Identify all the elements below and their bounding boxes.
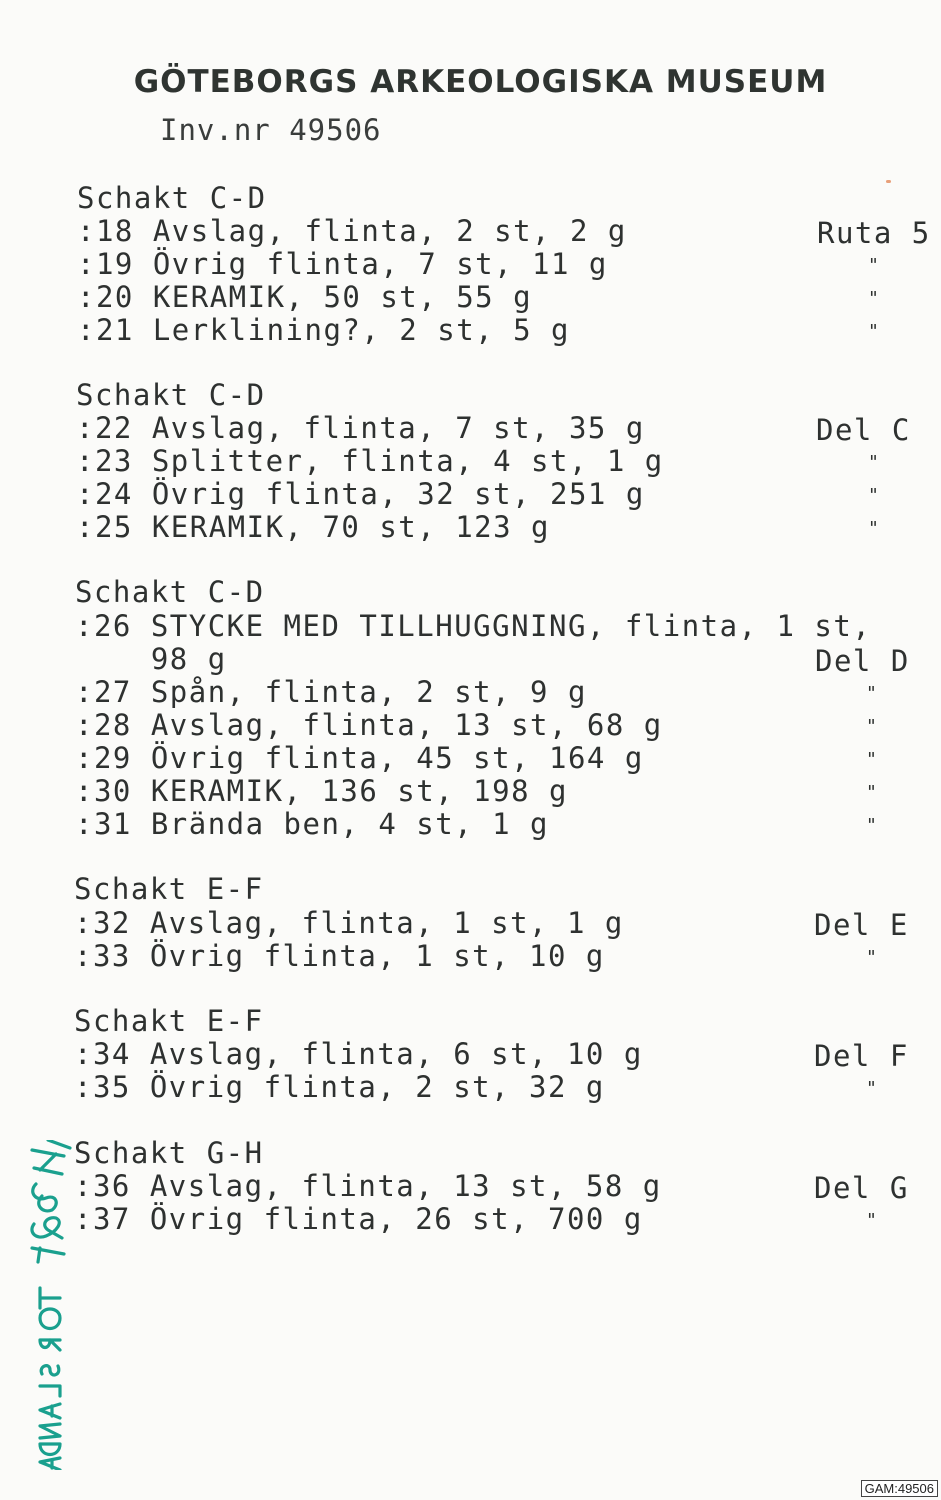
location-label: Del G: [814, 1171, 909, 1205]
ditto-mark: ": [868, 452, 881, 473]
list-item: :20 KERAMIK, 50 st, 55 g ": [77, 280, 881, 314]
ditto-mark: ": [866, 1078, 879, 1099]
ditto-mark: ": [866, 782, 879, 803]
list-item: :35 Övrig flinta, 2 st, 32 g ": [74, 1070, 879, 1104]
ditto-mark: ": [866, 749, 879, 770]
museum-title: GÖTEBORGS ARKEOLOGISKA MUSEUM: [133, 64, 828, 100]
list-item: :25 KERAMIK, 70 st, 123 g ": [76, 510, 881, 544]
location-label: Del F: [814, 1039, 909, 1073]
ditto-mark: ": [868, 518, 881, 539]
list-item: :32 Avslag, flinta, 1 st, 1 g Del E: [74, 906, 909, 942]
group-heading: Schakt C-D: [76, 378, 266, 412]
list-item: :26 STYCKE MED TILLHUGGNING, flinta, 1 st,: [75, 609, 872, 643]
list-item: :36 Avslag, flinta, 13 st, 58 g Del G: [74, 1169, 909, 1205]
handwritten-note: [18, 1140, 78, 1470]
list-item: :19 Övrig flinta, 7 st, 11 g ": [77, 247, 881, 281]
list-item: :33 Övrig flinta, 1 st, 10 g ": [74, 939, 879, 973]
group-heading: Schakt C-D: [77, 181, 267, 215]
location-label: Del E: [814, 908, 909, 942]
group-heading: Schakt E-F: [74, 1004, 264, 1038]
list-item: :22 Avslag, flinta, 7 st, 35 g Del C: [76, 411, 911, 447]
group-heading: Schakt C-D: [75, 575, 265, 609]
group-heading: Schakt E-F: [74, 872, 264, 906]
ditto-mark: ": [868, 485, 881, 506]
ditto-mark: ": [866, 1210, 879, 1231]
list-item: :34 Avslag, flinta, 6 st, 10 g Del F: [74, 1037, 909, 1073]
list-item: :21 Lerklining?, 2 st, 5 g ": [77, 313, 881, 347]
ditto-mark: ": [868, 255, 881, 276]
ditto-mark: ": [868, 321, 881, 342]
ditto-mark: ": [868, 288, 881, 309]
ditto-mark: ": [866, 947, 879, 968]
list-item: :29 Övrig flinta, 45 st, 164 g ": [75, 741, 879, 775]
ditto-mark: ": [866, 815, 879, 836]
list-item: :24 Övrig flinta, 32 st, 251 g ": [76, 477, 881, 511]
list-item: :37 Övrig flinta, 26 st, 700 g ": [74, 1202, 879, 1236]
inventory-number: Inv.nr 49506: [160, 113, 382, 147]
list-item: 98 g Del D: [75, 642, 910, 678]
list-item: :27 Spån, flinta, 2 st, 9 g ": [75, 675, 879, 709]
list-item: :31 Brända ben, 4 st, 1 g ": [75, 807, 879, 841]
ditto-mark: ": [866, 683, 879, 704]
list-item: :28 Avslag, flinta, 13 st, 68 g ": [75, 708, 879, 742]
list-item: :30 KERAMIK, 136 st, 198 g ": [75, 774, 879, 808]
location-label: Ruta 5: [817, 216, 931, 250]
archive-id-label: GAM:49506: [861, 1480, 938, 1497]
group-heading: Schakt G-H: [74, 1136, 264, 1170]
location-label: Del C: [816, 413, 911, 447]
ditto-mark: ": [866, 716, 879, 737]
list-item: :23 Splitter, flinta, 4 st, 1 g ": [76, 444, 881, 478]
list-item: :18 Avslag, flinta, 2 st, 2 g Ruta 5: [77, 214, 931, 250]
location-label: Del D: [815, 644, 910, 678]
